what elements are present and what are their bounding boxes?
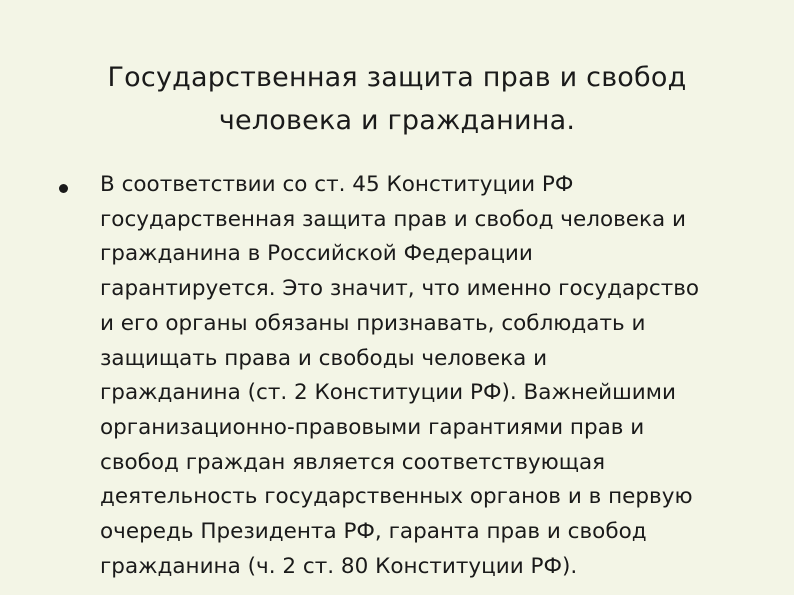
paragraph-line: защищать права и свободы человека и bbox=[100, 345, 548, 371]
paragraph-line: гражданина в Российской Федерации bbox=[100, 241, 533, 267]
paragraph-line: гражданина (ст. 2 Конституции РФ). Важнейшими bbox=[100, 380, 676, 406]
paragraph-line: В соответствии со ст. 45 Конституции РФ bbox=[100, 172, 574, 197]
bullet-dot-icon bbox=[59, 184, 68, 193]
paragraph-line: организационно-правовыми гарантиями прав и bbox=[100, 414, 645, 440]
paragraph-line: очередь Президента РФ, гаранта прав и свобод bbox=[100, 519, 647, 545]
paragraph-line: и его органы обязаны признавать, соблюдать и bbox=[100, 310, 646, 336]
bullet-paragraph bbox=[100, 168, 760, 584]
slide-title-line-2: человека и гражданина. bbox=[218, 105, 576, 136]
paragraph-line: гарантируется. Это значит, что именно государство bbox=[100, 276, 700, 302]
paragraph-line: государственная защита прав и свобод человека и bbox=[100, 206, 686, 232]
paragraph-line: гражданина (ч. 2 ст. 80 Конституции РФ). bbox=[100, 553, 578, 579]
slide-title bbox=[60, 56, 734, 142]
paragraph-line: свобод граждан является соответствующая bbox=[100, 449, 606, 475]
paragraph-line: деятельность государственных органов и в первую bbox=[100, 484, 693, 510]
slide-title-line-1: Государственная защита прав и свобод bbox=[107, 62, 687, 93]
